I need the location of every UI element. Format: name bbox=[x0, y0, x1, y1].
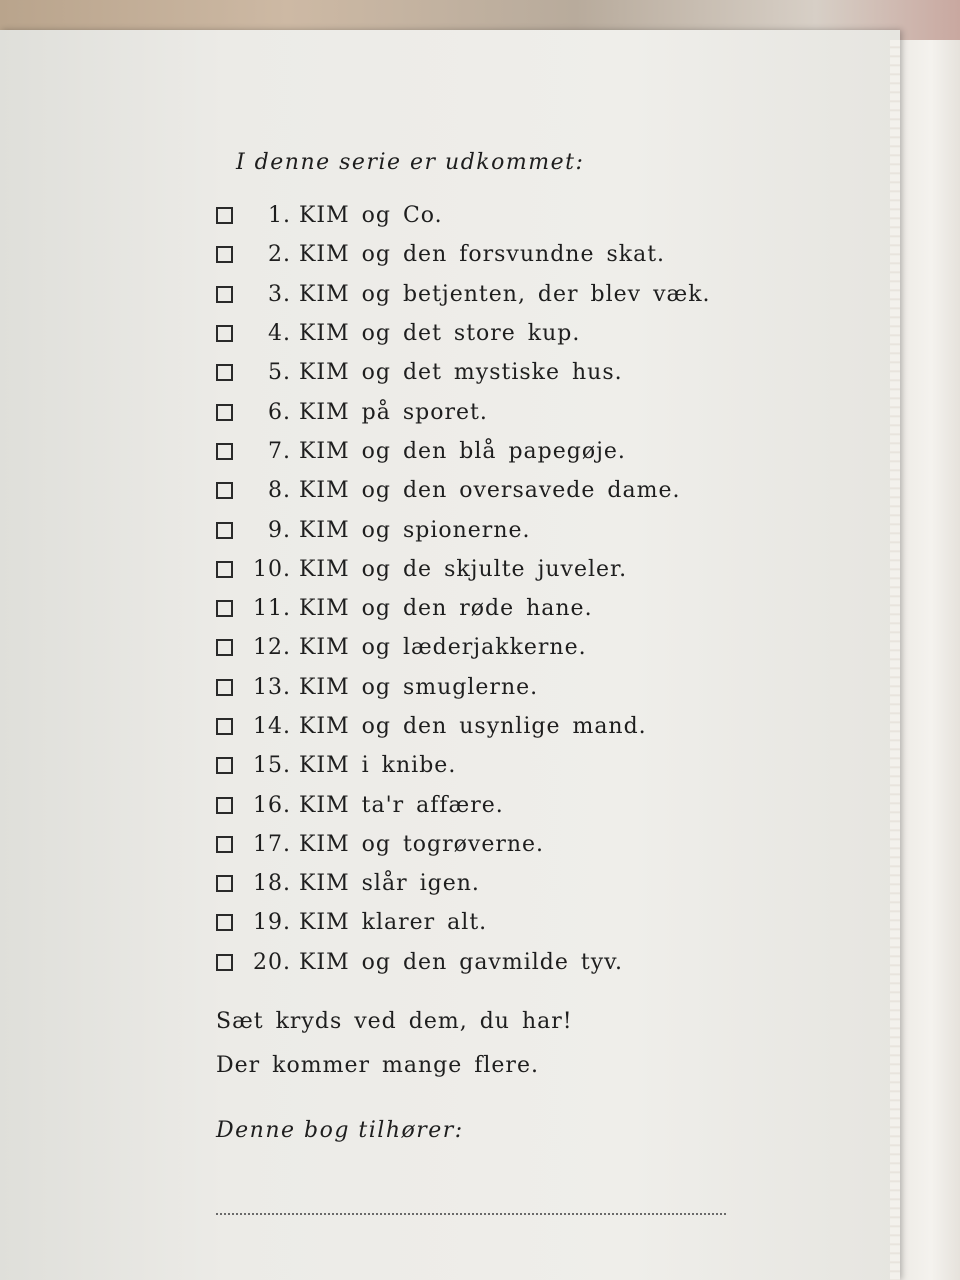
checkbox-icon bbox=[216, 246, 233, 263]
book-title: KIM slår igen. bbox=[299, 871, 480, 897]
series-heading: I denne serie er udkommet: bbox=[236, 150, 585, 175]
book-item bbox=[216, 668, 776, 707]
book-title: KIM og den oversavede dame. bbox=[299, 478, 681, 504]
book-number: 10. bbox=[253, 556, 291, 582]
book-title: KIM og den blå papegøje. bbox=[299, 438, 626, 464]
book-number: 3. bbox=[268, 281, 291, 307]
book-title: KIM og togrøverne. bbox=[299, 831, 545, 857]
book-item bbox=[216, 510, 776, 549]
book-number: 8. bbox=[268, 478, 291, 504]
owner-dotted-line bbox=[216, 1213, 726, 1215]
book-item bbox=[216, 628, 776, 667]
book-number: 19. bbox=[253, 910, 291, 936]
book-title: KIM og smuglerne. bbox=[299, 674, 539, 700]
book-number: 9. bbox=[268, 517, 291, 543]
checkbox-icon bbox=[216, 718, 233, 735]
book-number: 15. bbox=[253, 753, 291, 779]
footer-text bbox=[216, 1000, 776, 1088]
book-number: 7. bbox=[268, 438, 291, 464]
book-title: KIM og det store kup. bbox=[299, 321, 581, 347]
book-title: KIM klarer alt. bbox=[299, 910, 488, 936]
book-title: KIM og Co. bbox=[299, 203, 443, 229]
checkbox-icon bbox=[216, 325, 233, 342]
book-number: 1. bbox=[268, 203, 291, 229]
checkbox-icon bbox=[216, 954, 233, 971]
footer-line-2: Der kommer mange flere. bbox=[216, 1052, 539, 1078]
owner-label: Denne bog tilhører: bbox=[216, 1117, 464, 1143]
book-item bbox=[216, 785, 776, 824]
checkbox-icon bbox=[216, 522, 233, 539]
book-item bbox=[216, 235, 776, 274]
book-number: 5. bbox=[268, 360, 291, 386]
book-item bbox=[216, 353, 776, 392]
book-title: KIM og det mystiske hus. bbox=[299, 360, 623, 386]
checkbox-icon bbox=[216, 875, 233, 892]
checkbox-icon bbox=[216, 286, 233, 303]
footer-line-1: Sæt kryds ved dem, du har! bbox=[216, 1008, 573, 1034]
book-number: 12. bbox=[253, 635, 291, 661]
book-number: 16. bbox=[253, 792, 291, 818]
book-title: KIM ta'r affære. bbox=[299, 792, 504, 818]
book-item bbox=[216, 392, 776, 431]
book-title: KIM og den forsvundne skat. bbox=[299, 242, 666, 268]
book-title: KIM og den usynlige mand. bbox=[299, 714, 647, 739]
book-item bbox=[216, 903, 776, 942]
checkbox-icon bbox=[216, 797, 233, 814]
book-title: KIM og de skjulte juveler. bbox=[299, 556, 628, 582]
book-item bbox=[216, 864, 776, 903]
checkbox-icon bbox=[216, 404, 233, 421]
checkbox-icon bbox=[216, 679, 233, 696]
book-item bbox=[216, 825, 776, 864]
checkbox-icon bbox=[216, 482, 233, 499]
book-item bbox=[216, 943, 776, 982]
book-item bbox=[216, 432, 776, 471]
book-title: KIM og den gavmilde tyv. bbox=[299, 949, 623, 975]
book-item bbox=[216, 471, 776, 510]
checkbox-icon bbox=[216, 561, 233, 578]
book-number: 17. bbox=[253, 831, 291, 857]
book-item bbox=[216, 275, 776, 314]
book-title: KIM på sporet. bbox=[299, 399, 488, 425]
book-number: 18. bbox=[253, 871, 291, 897]
checkbox-icon bbox=[216, 207, 233, 224]
book-title: KIM og spionerne. bbox=[299, 517, 531, 543]
checkbox-icon bbox=[216, 836, 233, 853]
checkbox-icon bbox=[216, 914, 233, 931]
book-title: KIM og den røde hane. bbox=[299, 596, 593, 622]
book-item bbox=[216, 196, 776, 235]
book-number: 6. bbox=[268, 399, 291, 425]
book-title: KIM i knibe. bbox=[299, 753, 457, 779]
book-number: 13. bbox=[253, 674, 291, 700]
page-text bbox=[216, 150, 776, 1215]
page-torn-edge bbox=[890, 40, 900, 1280]
book-item bbox=[216, 707, 776, 746]
checkbox-icon bbox=[216, 757, 233, 774]
book-title: KIM og læderjakkerne. bbox=[299, 635, 587, 661]
checkbox-icon bbox=[216, 600, 233, 617]
book-item bbox=[216, 589, 776, 628]
checkbox-icon bbox=[216, 364, 233, 381]
book-item bbox=[216, 550, 776, 589]
book-item bbox=[216, 314, 776, 353]
checkbox-icon bbox=[216, 639, 233, 656]
book-number: 4. bbox=[268, 321, 291, 347]
book-number: 2. bbox=[268, 242, 291, 268]
checkbox-icon bbox=[216, 443, 233, 460]
book-number: 11. bbox=[253, 596, 291, 622]
book-list bbox=[216, 196, 776, 982]
book-title: KIM og betjenten, der blev væk. bbox=[299, 281, 711, 307]
book-number: 14. bbox=[253, 714, 291, 739]
book-item bbox=[216, 746, 776, 785]
book-number: 20. bbox=[253, 949, 291, 975]
